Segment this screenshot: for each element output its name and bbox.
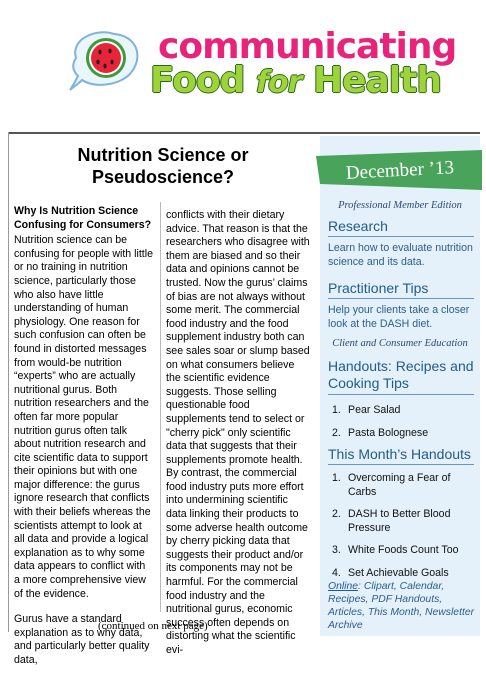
brand-word-for: for xyxy=(255,65,302,100)
brand-line-communicating: communicating xyxy=(158,26,457,67)
list-label: Set Achievable Goals xyxy=(348,566,449,579)
list-number: 4. xyxy=(332,566,341,579)
article-column-1 xyxy=(14,205,154,680)
list-number: 1. xyxy=(332,472,341,484)
client-education-label: Client and Consumer Education xyxy=(332,338,468,349)
brand-word-food: Food xyxy=(150,60,245,101)
article-paragraph: Nutrition science can be confusing for people with little or no training in nutrition science, particularly those who also have little understanding of human physiology. One reason for such confusion can often be found in distorted messages from would-be nutrition “experts” who are actually nutritional gurus. Both nutrition researchers and the often far more popular nutrition gurus often talk about nutrition research and cite scientific data to support their opinions but with one major difference: the gurus ignore research that conflicts with their beliefs whereas the scientists attempt to look at all data and provide a logical explanation as to why some data appears to conflict with a more comprehensive view of the evidence. xyxy=(14,234,153,600)
section-rule xyxy=(328,394,474,395)
list-item[interactable] xyxy=(332,544,474,558)
brand-line-food-for-health xyxy=(150,60,441,101)
online-link[interactable]: Online xyxy=(328,581,359,592)
list-label: DASH to Better Blood Pressure xyxy=(348,508,451,534)
list-number: 2. xyxy=(332,426,341,439)
online-resources-text: : Clipart, Calendar, Recipes, PDF Handouts, Articles, This Month, Newsletter Archive xyxy=(328,581,475,631)
section-head-handouts[interactable]: Handouts: Recipes and Cooking Tips xyxy=(328,358,474,391)
list-label: Overcoming a Fear of Carbs xyxy=(348,472,451,498)
continued-note: (continued on next page) xyxy=(98,620,208,632)
list-item[interactable] xyxy=(332,508,474,535)
issue-date: December ’13 xyxy=(345,157,455,184)
list-label: Pear Salad xyxy=(348,404,401,416)
section-rule xyxy=(328,464,474,465)
section-head-month-handouts[interactable]: This Month’s Handouts xyxy=(328,446,471,462)
article-title-line1: Nutrition Science or xyxy=(77,145,249,165)
watermelon-logo-icon xyxy=(68,28,144,92)
list-item[interactable] xyxy=(332,404,474,418)
section-rule xyxy=(328,298,474,299)
column-divider xyxy=(160,202,161,612)
list-label: White Foods Count Too xyxy=(348,544,459,557)
list-item[interactable] xyxy=(332,472,474,499)
article-column-2 xyxy=(166,209,310,670)
list-item[interactable] xyxy=(332,427,474,441)
article-paragraph: Gurus have a standard explanation as to why data, and particularly better quality data, xyxy=(14,613,150,666)
section-head-practitioner-tips[interactable]: Practitioner Tips xyxy=(328,280,429,296)
article-title-line2: Pseudoscience? xyxy=(91,167,235,187)
article-paragraph: conflicts with their dietary advice. That reason is that the researchers who disagree with them are biased and so their data and opinions cannot be trusted. Now the gurus’ claims of bias are not always without some merit. The commercial food industry and the food supplement industry both can see sales soar or slump based on what consumers believe the scientific evidence suggests. Those selling questionable food supplements tend to select or "cherry pick" only scientific data that suggests that their supplements promote health. By contrast, the commercial food industry puts more effort into undermining scientific data linking their products to some adverse health outcome by cherry picking data that suggests their product and/or its components may not be harmful. For the commercial food industry and the nutritional gurus, economic success often depends on distorting what the scientific evi- xyxy=(166,209,310,656)
list-number: 3. xyxy=(332,544,341,557)
edition-label: Professional Member Edition xyxy=(338,200,462,211)
month-handouts-list xyxy=(332,472,474,590)
masthead xyxy=(0,0,486,118)
handouts-list xyxy=(332,404,474,449)
practitioner-tips-blurb: Help your clients take a closer look at the DASH diet. xyxy=(328,304,470,330)
list-number: 1. xyxy=(332,404,341,416)
section-rule xyxy=(328,236,474,237)
list-item[interactable] xyxy=(332,567,474,581)
article-title xyxy=(10,144,316,188)
brand-word-health: Health xyxy=(312,60,441,101)
list-number: 2. xyxy=(332,508,341,521)
date-banner xyxy=(316,150,482,190)
list-label: Pasta Bolognese xyxy=(348,426,429,439)
article-subhead: Why Is Nutrition Science Confusing for Consumers? xyxy=(14,205,152,231)
online-resources xyxy=(328,580,476,632)
section-head-research[interactable]: Research xyxy=(328,218,388,234)
research-blurb: Learn how to evaluate nutrition science and its data. xyxy=(328,242,473,268)
